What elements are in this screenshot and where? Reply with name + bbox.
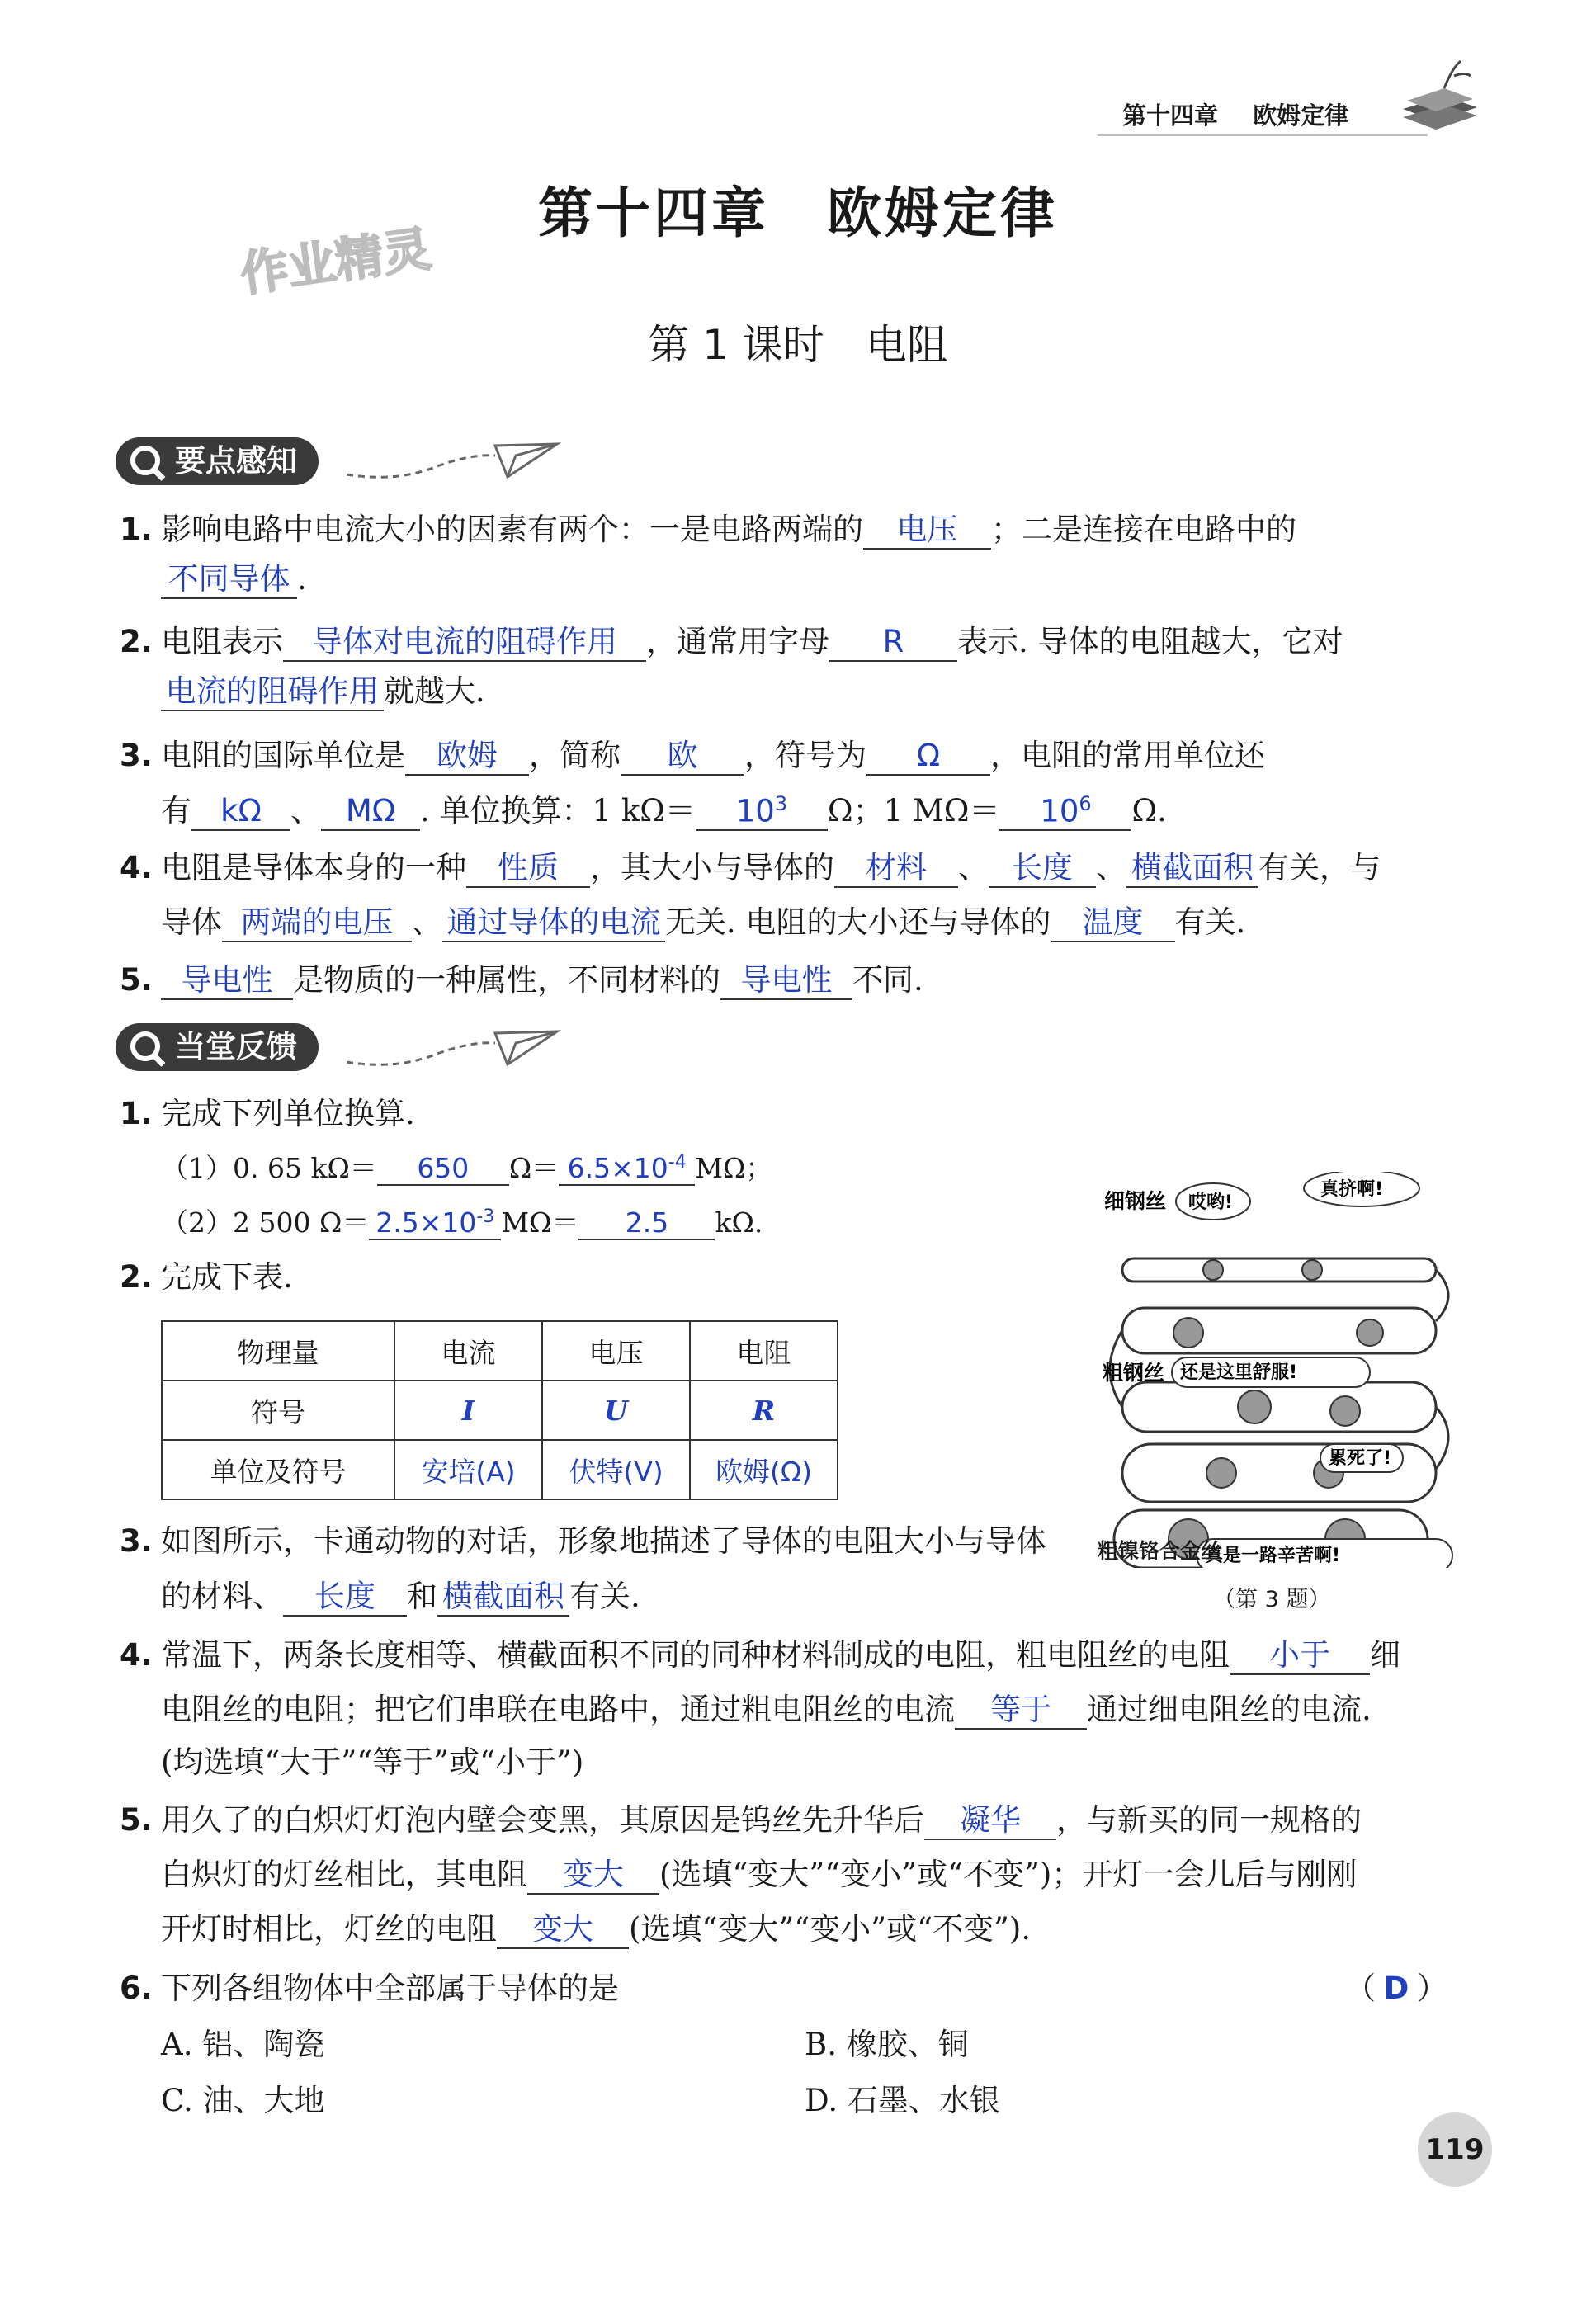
option-b: B. 橡胶、铜 [805,2027,969,2062]
f3-answer-1: 长度 [283,1579,407,1617]
magnifier-icon [130,1031,160,1061]
f4-answer-1: 小于 [1230,1638,1370,1675]
table-cell: R [690,1381,838,1440]
f3-answer-2: 横截面积 [437,1579,569,1617]
f4-answer-2: 等于 [955,1692,1087,1730]
table-header: 电阻 [690,1321,838,1381]
table-cell: U [542,1381,690,1440]
table-cell: 伏特(V) [542,1440,690,1499]
q3-answer-2: 欧 [621,739,744,776]
table-cell: 符号 [162,1381,394,1440]
page-number: 119 [1425,2133,1485,2166]
f1-line: 1. 完成下列单位换算. [120,1096,415,1131]
wire-drawing [1098,1172,1461,1568]
f1-answer-2: $6.5\times 10^{-4}$ [559,1152,695,1186]
q2-answer-1: 导体对电流的阻碍作用 [283,625,646,662]
header-topic: 欧姆定律 [1253,101,1349,130]
nichrome-bubble: 真是一路辛苦啊! [1205,1546,1341,1566]
table-header: 电流 [394,1321,542,1381]
f2-line: 2. 完成下表. [120,1259,293,1295]
f5-line2: 白炽灯的灯丝相比，其电阻 变大 (选填“变大”“变小”或“不变”)；开灯一会儿后与刚刚 [161,1850,1357,1900]
header-chapter: 第十四章 [1122,101,1219,130]
q4-answer-4: 横截面积 [1126,851,1258,888]
q4-answer-7: 温度 [1051,905,1175,942]
page-number-badge [1418,2112,1492,2187]
nichrome-wire-label: 粗镍铬合金丝 [1098,1539,1222,1563]
q5-answer-1: 导电性 [161,963,293,1000]
q4-answer-2: 材料 [834,851,958,888]
q4-line1: 4. 电阻是导体本身的一种 性质 ，其大小与导体的 材料 、 长度 、 横截面积 有关，与 [120,843,1381,893]
q4-answer-6: 通过导体的电流 [442,905,665,942]
table-cell: I [394,1381,542,1440]
f6-line: 6. 下列各组物体中全部属于导体的是 [120,1971,619,2006]
table-header: 物理量 [162,1321,394,1381]
paper-plane-icon [347,429,561,487]
q1-answer-1: 电压 [863,512,991,550]
running-header [1122,97,1348,131]
chapter-title: 第十四章 欧姆定律 [538,181,1058,245]
q2-line1: 2. 电阻表示 导体对电流的阻碍作用 ，通常用字母 R 表示. 导体的电阻越大，它对 [120,617,1343,667]
q3-answer-6: $10^3$ [696,793,828,831]
thick-bubble: 还是这里舒服! [1180,1362,1298,1383]
f5-answer-3: 变大 [497,1912,629,1949]
lesson-title: 第 1 课时 电阻 [648,321,948,369]
table-cell: 欧姆(Ω) [690,1440,838,1499]
thick-wire-label: 粗钢丝 [1103,1361,1165,1385]
q1-answer-2: 不同导体 [161,562,297,599]
q3-line2: 有 kΩ 、 MΩ . 单位换算：1 $k\Omega= 10^3$ Ω；1 $M\Omega= 10^6$ Ω. [161,786,1167,836]
option-c: C. 油、大地 [161,2083,325,2118]
magnifier-icon [130,446,160,475]
table-header: 电压 [542,1321,690,1381]
f4-line2: 电阻丝的电阻；把它们串联在电路中，通过粗电阻丝的电流 等于 通过细电阻丝的电流. [161,1685,1372,1735]
f5-answer-2: 变大 [527,1857,659,1895]
f1-answer-3: $2.5\times 10^{-3}$ [369,1206,501,1240]
table-cell: 安培(A) [394,1440,542,1499]
option-a: A. 铝、陶瓷 [161,2027,325,2062]
f3-line2: 的材料、 长度 和 横截面积 有关. [161,1572,640,1621]
option-d: D. 石墨、水银 [805,2083,1000,2118]
thin-bubble-2: 真挤啊! [1320,1179,1384,1200]
q3-answer-1: 欧姆 [405,739,529,776]
q3-line1: 3. 电阻的国际单位是 欧姆 ，简称 欧 ，符号为 Ω ，电阻的常用单位还 [120,731,1265,781]
books-icon [1395,51,1485,142]
paper-plane-icon [347,1017,561,1074]
header-rule [1098,134,1428,136]
f4-line1: 4. 常温下，两条长度相等、横截面积不同的同种材料制成的电阻，粗电阻丝的电阻 小于 细 [120,1631,1400,1680]
q5-line1: 5. 导电性 是物质的一种属性，不同材料的 导电性 不同. [120,956,923,1005]
f1-answer-4: 2.5 [578,1207,715,1240]
f1-answer-1: 650 [377,1153,509,1186]
figure-caption: （第 3 题） [1213,1587,1331,1612]
q3-answer-7: $10^6$ [999,793,1131,831]
thin-wire-label: 细钢丝 [1104,1189,1167,1213]
f6-answer: （ D ） [1345,1964,1447,2013]
watermark: 作业精灵 [237,220,435,303]
f1-part1: （1）0. 65 kΩ＝ 650 $\Omega= 6.5\times 10^{-4}$ MΩ； [161,1152,773,1184]
f6-answer-value: D [1383,1971,1409,2006]
table-row [162,1440,838,1499]
q4-answer-1: 性质 [466,851,590,888]
f5-line1: 5. 用久了的白炽灯灯泡内壁会变黑，其原因是钨丝先升华后 凝华 ，与新买的同一规格的 [120,1796,1362,1845]
f4-line3: (均选填“大于”“等于”或“小于”) [161,1744,584,1780]
f5-line3: 开灯时相比，灯丝的电阻 变大 (选填“变大”“变小”或“不变”). [161,1905,1031,1954]
q3-answer-4: kΩ [191,794,290,831]
q3-answer-5: MΩ [321,794,420,831]
q3-answer-3: Ω [866,739,990,776]
q5-answer-2: 导电性 [720,963,852,1000]
q1-line1: 1. 影响电路中电流大小的因素有两个：一是电路两端的 电压 ；二是连接在电路中的 [120,505,1296,555]
table-row [162,1381,838,1440]
section-key-points-label: 要点感知 [175,443,297,479]
q1-line2: 不同导体 . [161,555,307,604]
q4-answer-5: 两端的电压 [222,905,412,942]
q4-line2: 导体 两端的电压 、 通过导体的电流 无关. 电阻的大小还与导体的 温度 有关. [161,898,1245,947]
table-header-row [162,1321,838,1381]
q4-answer-3: 长度 [989,851,1096,888]
q2-line2: 电流的阻碍作用 就越大. [161,667,485,716]
quantities-table [161,1320,838,1500]
section-feedback-label: 当堂反馈 [175,1029,297,1064]
thin-bubble: 哎哟! [1188,1192,1234,1213]
f5-answer-1: 凝华 [924,1803,1056,1840]
q2-answer-2: R [829,625,957,662]
f1-part2: （2）2 500 $\Omega= 2.5\times 10^{-3}$ MΩ＝ 2.5 kΩ. [161,1206,763,1239]
wire-cartoon-figure [1098,1172,1461,1612]
table-cell: 单位及符号 [162,1440,394,1499]
section-feedback [116,1023,319,1071]
f3-line1: 3. 如图所示，卡通动物的对话，形象地描述了导体的电阻大小与导体 [120,1523,1046,1559]
section-key-points [116,437,319,485]
tired-bubble: 累死了! [1329,1448,1392,1469]
q2-answer-3: 电流的阻碍作用 [161,674,384,711]
